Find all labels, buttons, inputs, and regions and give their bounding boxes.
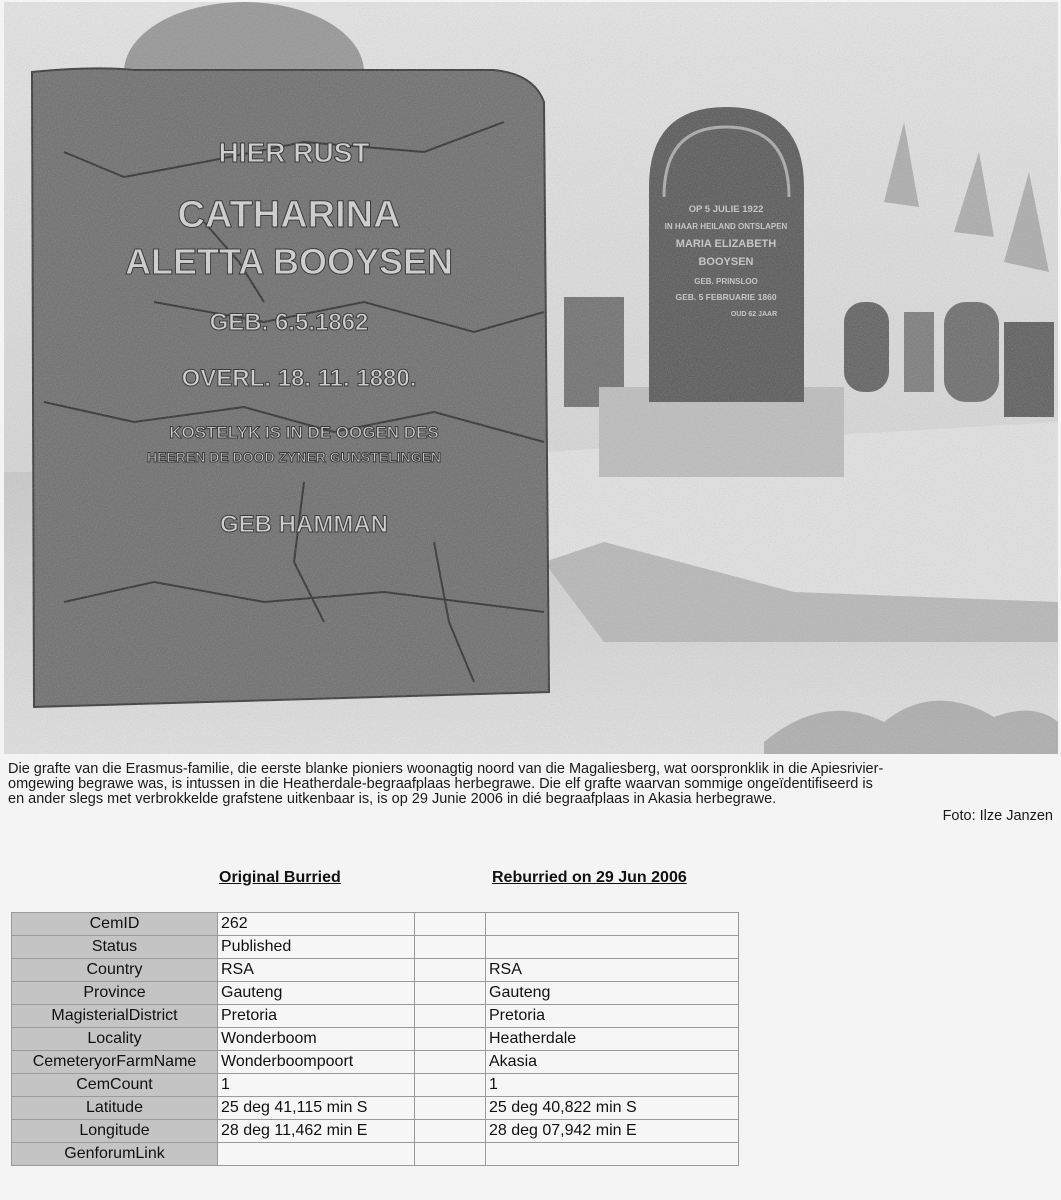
original-value: Pretoria — [218, 1005, 415, 1028]
field-label: CemID — [12, 913, 218, 936]
field-label: Longitude — [12, 1120, 218, 1143]
field-label: CemeteryorFarmName — [12, 1051, 218, 1074]
field-label: Locality — [12, 1028, 218, 1051]
spacer-cell — [415, 1005, 486, 1028]
reburied-value: Gauteng — [486, 982, 739, 1005]
table-row — [12, 982, 739, 1005]
table-row — [12, 1028, 739, 1051]
original-value: 28 deg 11,462 min E — [218, 1120, 415, 1143]
cemetery-details-body — [12, 913, 739, 1166]
original-value — [218, 1143, 415, 1166]
reburied-value: 25 deg 40,822 min S — [486, 1097, 739, 1120]
table-row — [12, 936, 739, 959]
original-value: RSA — [218, 959, 415, 982]
spacer-cell — [415, 913, 486, 936]
reburied-value: Heatherdale — [486, 1028, 739, 1051]
table-row — [12, 1097, 739, 1120]
spacer-cell — [415, 1120, 486, 1143]
spacer-cell — [415, 982, 486, 1005]
photo-caption — [8, 762, 1056, 807]
field-label: CemCount — [12, 1074, 218, 1097]
caption-line: en ander slegs met verbrokkelde grafstene uitkenbaar is, is op 29 Junie 2006 in dié begraafplaas in Akasia herbegrawe. — [8, 791, 777, 807]
reburial-heading: Reburried on 29 Jun 2006 — [492, 869, 687, 886]
table-row — [12, 1143, 739, 1166]
spacer-cell — [415, 936, 486, 959]
cemetery-details-table — [11, 912, 739, 1166]
gravestone-photo-drawing — [4, 2, 1058, 754]
field-label: MagisterialDistrict — [12, 1005, 218, 1028]
reburied-value — [486, 1143, 739, 1166]
spacer-cell — [415, 1051, 486, 1074]
spacer-cell — [415, 1074, 486, 1097]
table-row — [12, 1051, 739, 1074]
table-row — [12, 1120, 739, 1143]
table-row — [12, 959, 739, 982]
field-label: Status — [12, 936, 218, 959]
reburied-value: 28 deg 07,942 min E — [486, 1120, 739, 1143]
reburied-value: Akasia — [486, 1051, 739, 1074]
reburied-value — [486, 913, 739, 936]
reburied-value — [486, 936, 739, 959]
table-row — [12, 913, 739, 936]
reburied-value: 1 — [486, 1074, 739, 1097]
spacer-cell — [415, 959, 486, 982]
spacer-cell — [415, 1143, 486, 1166]
original-value: 25 deg 41,115 min S — [218, 1097, 415, 1120]
original-value: Wonderboompoort — [218, 1051, 415, 1074]
reburied-value: Pretoria — [486, 1005, 739, 1028]
original-value: Published — [218, 936, 415, 959]
caption-line: Die grafte van die Erasmus-familie, die eerste blanke pioniers woonagtig noord van die Magaliesberg, wat oorspronklik in die Apiesrivier- — [8, 761, 884, 777]
caption-line: omgewing begrawe was, is intussen in die Heatherdale-begraafplaas herbegrawe. Die elf grafte waarvan sommige ongeïdentifiseerd is — [8, 776, 873, 792]
reburied-value: RSA — [486, 959, 739, 982]
photo-credit: Foto: Ilze Janzen — [942, 808, 1053, 824]
original-value: Wonderboom — [218, 1028, 415, 1051]
gravestone-photo — [4, 2, 1058, 754]
field-label: Country — [12, 959, 218, 982]
original-burial-heading: Original Burried — [219, 869, 341, 886]
original-value: Gauteng — [218, 982, 415, 1005]
field-label: GenforumLink — [12, 1143, 218, 1166]
table-row — [12, 1005, 739, 1028]
table-row — [12, 1074, 739, 1097]
original-value: 262 — [218, 913, 415, 936]
original-value: 1 — [218, 1074, 415, 1097]
spacer-cell — [415, 1097, 486, 1120]
field-label: Province — [12, 982, 218, 1005]
field-label: Latitude — [12, 1097, 218, 1120]
spacer-cell — [415, 1028, 486, 1051]
